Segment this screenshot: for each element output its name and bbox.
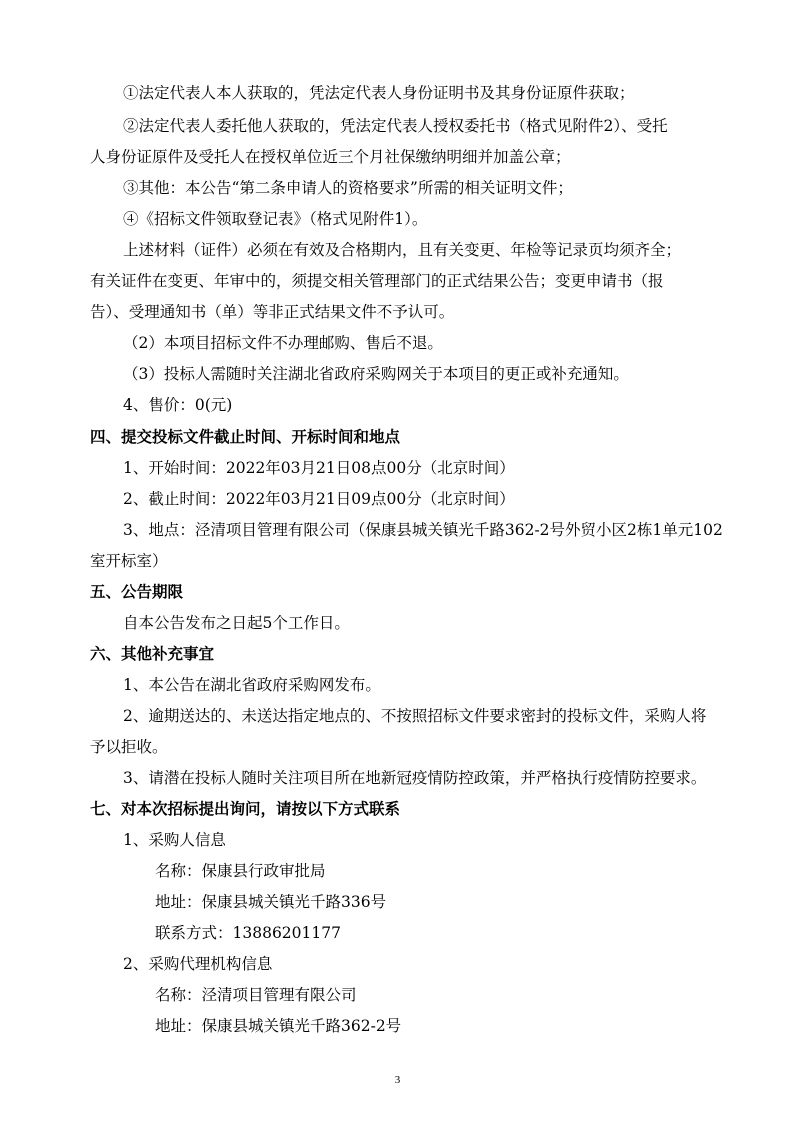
paragraph-line: ①法定代表人本人获取的，凭法定代表人身份证明书及其身份证原件获取； <box>123 84 635 102</box>
paragraph-line: 2、截止时间：2022年03月21日09点00分（北京时间） <box>123 490 515 508</box>
section-heading: 四、提交投标文件截止时间、开标时间和地点 <box>90 428 401 446</box>
paragraph-line: ④《招标文件领取登记表》（格式见附件1）。 <box>123 210 428 228</box>
paragraph-line: 4、售价：0(元) <box>123 396 233 414</box>
paragraph-line: （3）投标人需随时关注湖北省政府采购网关于本项目的更正或补充通知。 <box>123 365 629 383</box>
paragraph-line: 地址：保康县城关镇光千路336号 <box>155 893 387 911</box>
paragraph-line: 联系方式：13886201177 <box>155 924 341 942</box>
paragraph-line: 2、采购代理机构信息 <box>123 955 273 973</box>
paragraph-line: 有关证件在变更、年审中的，须提交相关管理部门的正式结果公告；变更申请书（报 <box>90 272 664 290</box>
paragraph-line: 名称：泾清项目管理有限公司 <box>155 986 357 1004</box>
paragraph-line: 1、本公告在湖北省政府采购网发布。 <box>123 676 381 694</box>
paragraph-line: 地址：保康县城关镇光千路362-2号 <box>155 1017 402 1035</box>
section-heading: 六、其他补充事宜 <box>90 645 215 663</box>
section-heading: 七、对本次招标提出询问，请按以下方式联系 <box>90 800 401 818</box>
paragraph-line: 上述材料（证件）必须在有效及合格期内，且有关变更、年检等记录页均须齐全； <box>123 241 682 259</box>
section-heading: 五、公告期限 <box>90 583 184 601</box>
paragraph-line: （2）本项目招标文件不办理邮购、售后不退。 <box>123 334 443 352</box>
paragraph-line: 名称：保康县行政审批局 <box>155 862 326 880</box>
paragraph-line: 2、逾期送达的、未送达指定地点的、不按照招标文件要求密封的投标文件，采购人将 <box>123 707 707 725</box>
paragraph-line: 1、采购人信息 <box>123 831 226 849</box>
paragraph-line: 人身份证原件及受托人在授权单位近三个月社保缴纳明细并加盖公章； <box>90 148 571 166</box>
paragraph-line: 自本公告发布之日起5个工作日。 <box>123 614 350 632</box>
page-number: 3 <box>394 1074 401 1086</box>
paragraph-line: 予以拒收。 <box>90 738 168 756</box>
paragraph-line: 告）、受理通知书（单）等非正式结果文件不予认可。 <box>90 303 455 321</box>
paragraph-line: 室开标室） <box>90 552 168 570</box>
paragraph-line: ③其他：本公告“第二条申请人的资格要求”所需的相关证明文件； <box>123 179 573 197</box>
paragraph-line: ②法定代表人委托他人获取的，凭法定代表人授权委托书（格式见附件2）、受托 <box>123 117 668 135</box>
paragraph-line: 1、开始时间：2022年03月21日08点00分（北京时间） <box>123 459 515 477</box>
paragraph-line: 3、地点：泾清项目管理有限公司（保康县城关镇光千路362-2号外贸小区2栋1单元102 <box>123 521 723 539</box>
paragraph-line: 3、请潜在投标人随时关注项目所在地新冠疫情防控政策，并严格执行疫情防控要求。 <box>123 769 707 787</box>
